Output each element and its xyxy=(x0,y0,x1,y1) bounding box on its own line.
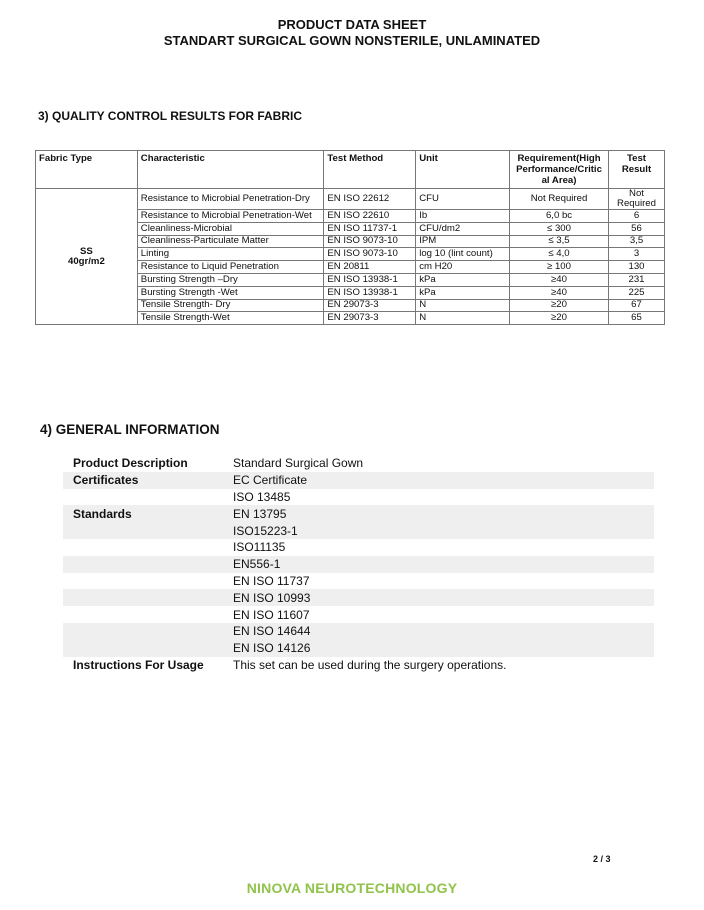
section-4-heading: 4) GENERAL INFORMATION xyxy=(40,422,220,437)
company-brand: NINOVA NEUROTECHNOLOGY xyxy=(246,880,458,896)
column-header: Test Method xyxy=(324,151,416,189)
page-number: 2 / 3 xyxy=(593,854,611,864)
requirement-cell: ≥40 xyxy=(510,286,609,299)
info-row xyxy=(63,606,654,623)
requirement-cell: ≥40 xyxy=(510,273,609,286)
info-value: EN ISO 11737 xyxy=(233,573,310,588)
info-value: EN ISO 11607 xyxy=(233,607,310,622)
result-cell: Not Required xyxy=(609,189,665,210)
method-cell: EN ISO 13938-1 xyxy=(324,273,416,286)
quality-control-table xyxy=(35,150,665,325)
info-row xyxy=(63,455,654,472)
characteristic-cell: Cleanliness-Particulate Matter xyxy=(137,235,324,248)
unit-cell: log 10 (lint count) xyxy=(416,248,510,261)
info-value: This set can be used during the surgery operations. xyxy=(233,657,507,672)
result-cell: 225 xyxy=(609,286,665,299)
info-label: Product Description xyxy=(73,456,188,471)
info-row xyxy=(63,489,654,506)
characteristic-cell: Bursting Strength –Dry xyxy=(137,273,324,286)
method-cell: EN 29073-3 xyxy=(324,299,416,312)
document-title xyxy=(0,17,704,49)
characteristic-cell: Tensile Strength- Dry xyxy=(137,299,324,312)
method-cell: EN 20811 xyxy=(324,261,416,274)
requirement-cell: Not Required xyxy=(510,189,609,210)
title-line-1: PRODUCT DATA SHEET xyxy=(277,17,427,32)
unit-cell: Ib xyxy=(416,210,510,223)
info-label: Standards xyxy=(73,506,132,521)
requirement-cell: ≤ 300 xyxy=(510,222,609,235)
characteristic-cell: Bursting Strength -Wet xyxy=(137,286,324,299)
result-cell: 3 xyxy=(609,248,665,261)
unit-cell: kPa xyxy=(416,273,510,286)
column-header: Unit xyxy=(416,151,510,189)
info-row xyxy=(63,522,654,539)
unit-cell: cm H20 xyxy=(416,261,510,274)
result-cell: 6 xyxy=(609,210,665,223)
info-value: EN ISO 14126 xyxy=(233,641,311,656)
info-label: Certificates xyxy=(73,473,139,488)
table-header-row xyxy=(36,151,665,189)
column-header: Fabric Type xyxy=(36,151,138,189)
unit-cell: CFU xyxy=(416,189,510,210)
info-label: Instructions For Usage xyxy=(73,657,204,672)
fabric-type-cell: SS 40gr/m2 xyxy=(36,189,138,325)
unit-cell: kPa xyxy=(416,286,510,299)
column-header: Characteristic xyxy=(137,151,324,189)
column-header: Test Result xyxy=(609,151,665,189)
result-cell: 56 xyxy=(609,222,665,235)
info-row xyxy=(63,556,654,573)
unit-cell: N xyxy=(416,299,510,312)
info-row xyxy=(63,640,654,657)
method-cell: EN ISO 13938-1 xyxy=(324,286,416,299)
info-row xyxy=(63,573,654,590)
characteristic-cell: Resistance to Microbial Penetration-Wet xyxy=(137,210,324,223)
info-value: EN ISO 10993 xyxy=(233,590,311,605)
info-row xyxy=(63,623,654,640)
info-value: ISO11135 xyxy=(233,540,286,555)
info-value: EN 13795 xyxy=(233,506,287,521)
info-value: EN556-1 xyxy=(233,557,281,572)
requirement-cell: 6,0 bc xyxy=(510,210,609,223)
info-row xyxy=(63,472,654,489)
info-row xyxy=(63,657,654,674)
requirement-cell: ≥20 xyxy=(510,299,609,312)
method-cell: EN ISO 9073-10 xyxy=(324,248,416,261)
general-information-list xyxy=(63,455,654,673)
info-value: ISO15223-1 xyxy=(233,523,298,538)
requirement-cell: ≤ 4,0 xyxy=(510,248,609,261)
info-row xyxy=(63,505,654,522)
method-cell: EN ISO 22610 xyxy=(324,210,416,223)
column-header: Requirement(High Performance/Critic al Area) xyxy=(510,151,609,189)
requirement-cell: ≥20 xyxy=(510,312,609,325)
method-cell: EN ISO 11737-1 xyxy=(324,222,416,235)
characteristic-cell: Tensile Strength-Wet xyxy=(137,312,324,325)
result-cell: 65 xyxy=(609,312,665,325)
unit-cell: CFU/dm2 xyxy=(416,222,510,235)
method-cell: EN 29073-3 xyxy=(324,312,416,325)
info-row xyxy=(63,539,654,556)
characteristic-cell: Cleanliness-Microbial xyxy=(137,222,324,235)
table-row xyxy=(36,189,665,210)
info-value: EC Certificate xyxy=(233,473,308,488)
info-value: Standard Surgical Gown xyxy=(233,456,364,471)
info-value: EN ISO 14644 xyxy=(233,624,311,639)
result-cell: 231 xyxy=(609,273,665,286)
characteristic-cell: Resistance to Liquid Penetration xyxy=(137,261,324,274)
unit-cell: IPM xyxy=(416,235,510,248)
result-cell: 3,5 xyxy=(609,235,665,248)
title-line-2: STANDART SURGICAL GOWN NONSTERILE, UNLAMINATED xyxy=(163,33,541,48)
characteristic-cell: Linting xyxy=(137,248,324,261)
result-cell: 67 xyxy=(609,299,665,312)
unit-cell: N xyxy=(416,312,510,325)
info-row xyxy=(63,589,654,606)
result-cell: 130 xyxy=(609,261,665,274)
method-cell: EN ISO 9073-10 xyxy=(324,235,416,248)
requirement-cell: ≥ 100 xyxy=(510,261,609,274)
section-3-heading: 3) QUALITY CONTROL RESULTS FOR FABRIC xyxy=(38,109,303,123)
characteristic-cell: Resistance to Microbial Penetration-Dry xyxy=(137,189,324,210)
method-cell: EN ISO 22612 xyxy=(324,189,416,210)
info-value: ISO 13485 xyxy=(233,489,291,504)
requirement-cell: ≤ 3,5 xyxy=(510,235,609,248)
